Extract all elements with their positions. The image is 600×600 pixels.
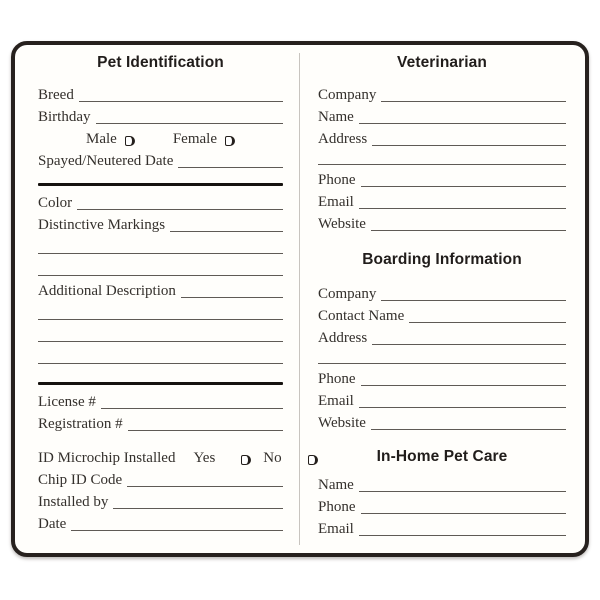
checkbox-option-female [173, 130, 235, 149]
field-label: Color [38, 195, 73, 211]
checkbox-label: Yes [193, 450, 216, 466]
field-label: Birthday [38, 109, 91, 125]
section-divider [38, 382, 283, 385]
checkbox-icon [308, 455, 318, 465]
checkbox-option-no [263, 449, 317, 468]
field-label: Website [318, 216, 366, 232]
field-company [318, 83, 566, 105]
field-website [318, 212, 566, 234]
write-line [371, 429, 566, 430]
in-home-pet-care-section [318, 447, 566, 539]
pet-record-card [11, 41, 589, 557]
field-name [318, 105, 566, 127]
write-line [71, 530, 283, 531]
field-birthday [38, 105, 283, 127]
row-spacer [38, 434, 283, 446]
write-line [38, 253, 283, 254]
field-label: Phone [318, 371, 356, 387]
write-line [372, 344, 566, 345]
checkbox-icon [241, 455, 251, 465]
field-label: Spayed/Neutered Date [38, 153, 174, 169]
right-column [318, 53, 566, 539]
field-label: Additional Description [38, 283, 176, 299]
blank-write-line [38, 301, 283, 323]
field-address [318, 127, 566, 149]
checkbox-option-yes [193, 449, 251, 468]
section-title-boarding-information: Boarding Information [362, 251, 522, 268]
checkbox-label: Male [86, 131, 117, 147]
write-line [77, 209, 283, 210]
field-email [318, 389, 566, 411]
field-label: Installed by [38, 494, 109, 510]
field-label: Email [318, 393, 354, 409]
field-phone [318, 168, 566, 190]
field-distinctive-markings [38, 213, 283, 235]
checkbox-label: No [263, 450, 282, 466]
field-label: Name [318, 109, 354, 125]
blank-write-line [318, 149, 566, 168]
field-license [38, 390, 283, 412]
write-line [127, 486, 283, 487]
write-line [372, 145, 566, 146]
write-line [101, 408, 283, 409]
field-phone [318, 367, 566, 389]
write-line [361, 385, 567, 386]
veterinarian-rows [318, 83, 566, 234]
write-line [409, 322, 566, 323]
write-line [359, 123, 566, 124]
write-line [38, 319, 283, 320]
field-website [318, 411, 566, 433]
field-label: Email [318, 194, 354, 210]
field-email [318, 190, 566, 212]
section-divider [38, 183, 283, 186]
field-label: Name [318, 477, 354, 493]
write-line [381, 300, 566, 301]
field-chip-id-code [38, 468, 283, 490]
blank-write-line [318, 348, 566, 367]
field-color [38, 191, 283, 213]
section-title-veterinarian: Veterinarian [397, 54, 487, 71]
blank-write-line [38, 235, 283, 257]
write-line [318, 363, 566, 364]
in-home-pet-care-rows [318, 473, 566, 539]
field-contact-name [318, 304, 566, 326]
field-label: Company [318, 87, 377, 103]
write-line [359, 208, 566, 209]
field-label: Address [318, 131, 368, 147]
field-installed-by [38, 490, 283, 512]
veterinarian-section [318, 53, 566, 234]
field-label: ID Microchip Installed [38, 450, 176, 466]
write-line [128, 430, 283, 431]
field-label: Address [318, 330, 368, 346]
field-label: Phone [318, 499, 356, 515]
blank-write-line [38, 257, 283, 279]
section-title-in-home-pet-care: In-Home Pet Care [376, 448, 508, 465]
section-title-pet-identification: Pet Identification [97, 54, 224, 71]
write-line [38, 275, 283, 276]
field-spayed-neutered-date [38, 149, 283, 171]
write-line [359, 491, 566, 492]
field-registration [38, 412, 283, 434]
sex-checkbox-row [38, 127, 283, 149]
write-line [38, 341, 283, 342]
write-line [113, 508, 283, 509]
field-date [38, 512, 283, 534]
pet-identification-rows [38, 83, 283, 534]
field-id-microchip-installed [38, 446, 283, 468]
write-line [359, 535, 566, 536]
field-name [318, 473, 566, 495]
write-line [371, 230, 566, 231]
field-company [318, 282, 566, 304]
write-line [361, 186, 567, 187]
field-label: Breed [38, 87, 74, 103]
write-line [359, 407, 566, 408]
boarding-information-rows [318, 282, 566, 433]
checkbox-icon [225, 136, 235, 146]
field-label: Registration # [38, 416, 123, 432]
field-phone [318, 495, 566, 517]
field-email [318, 517, 566, 539]
column-divider-rule [299, 53, 300, 545]
field-label: License # [38, 394, 96, 410]
write-line [318, 164, 566, 165]
write-line [181, 297, 283, 298]
checkbox-icon [125, 136, 135, 146]
write-line [170, 231, 283, 232]
field-label: Website [318, 415, 366, 431]
field-label: Chip ID Code [38, 472, 123, 488]
checkbox-label: Female [172, 131, 217, 147]
pet-identification-section [38, 53, 283, 534]
field-label: Date [38, 516, 67, 532]
checkbox-options [193, 449, 317, 468]
write-line [361, 513, 567, 514]
field-label: Email [318, 521, 354, 537]
checkbox-option-male [86, 130, 135, 149]
write-line [38, 363, 283, 364]
boarding-information-section [318, 250, 566, 433]
field-additional-description [38, 279, 283, 301]
write-line [79, 101, 283, 102]
write-line [178, 167, 283, 168]
field-address [318, 326, 566, 348]
field-label: Contact Name [318, 308, 405, 324]
write-line [381, 101, 566, 102]
field-label: Distinctive Markings [38, 217, 166, 233]
blank-write-line [38, 345, 283, 367]
field-breed [38, 83, 283, 105]
field-label: Company [318, 286, 377, 302]
field-label: Phone [318, 172, 356, 188]
write-line [96, 123, 284, 124]
blank-write-line [38, 323, 283, 345]
